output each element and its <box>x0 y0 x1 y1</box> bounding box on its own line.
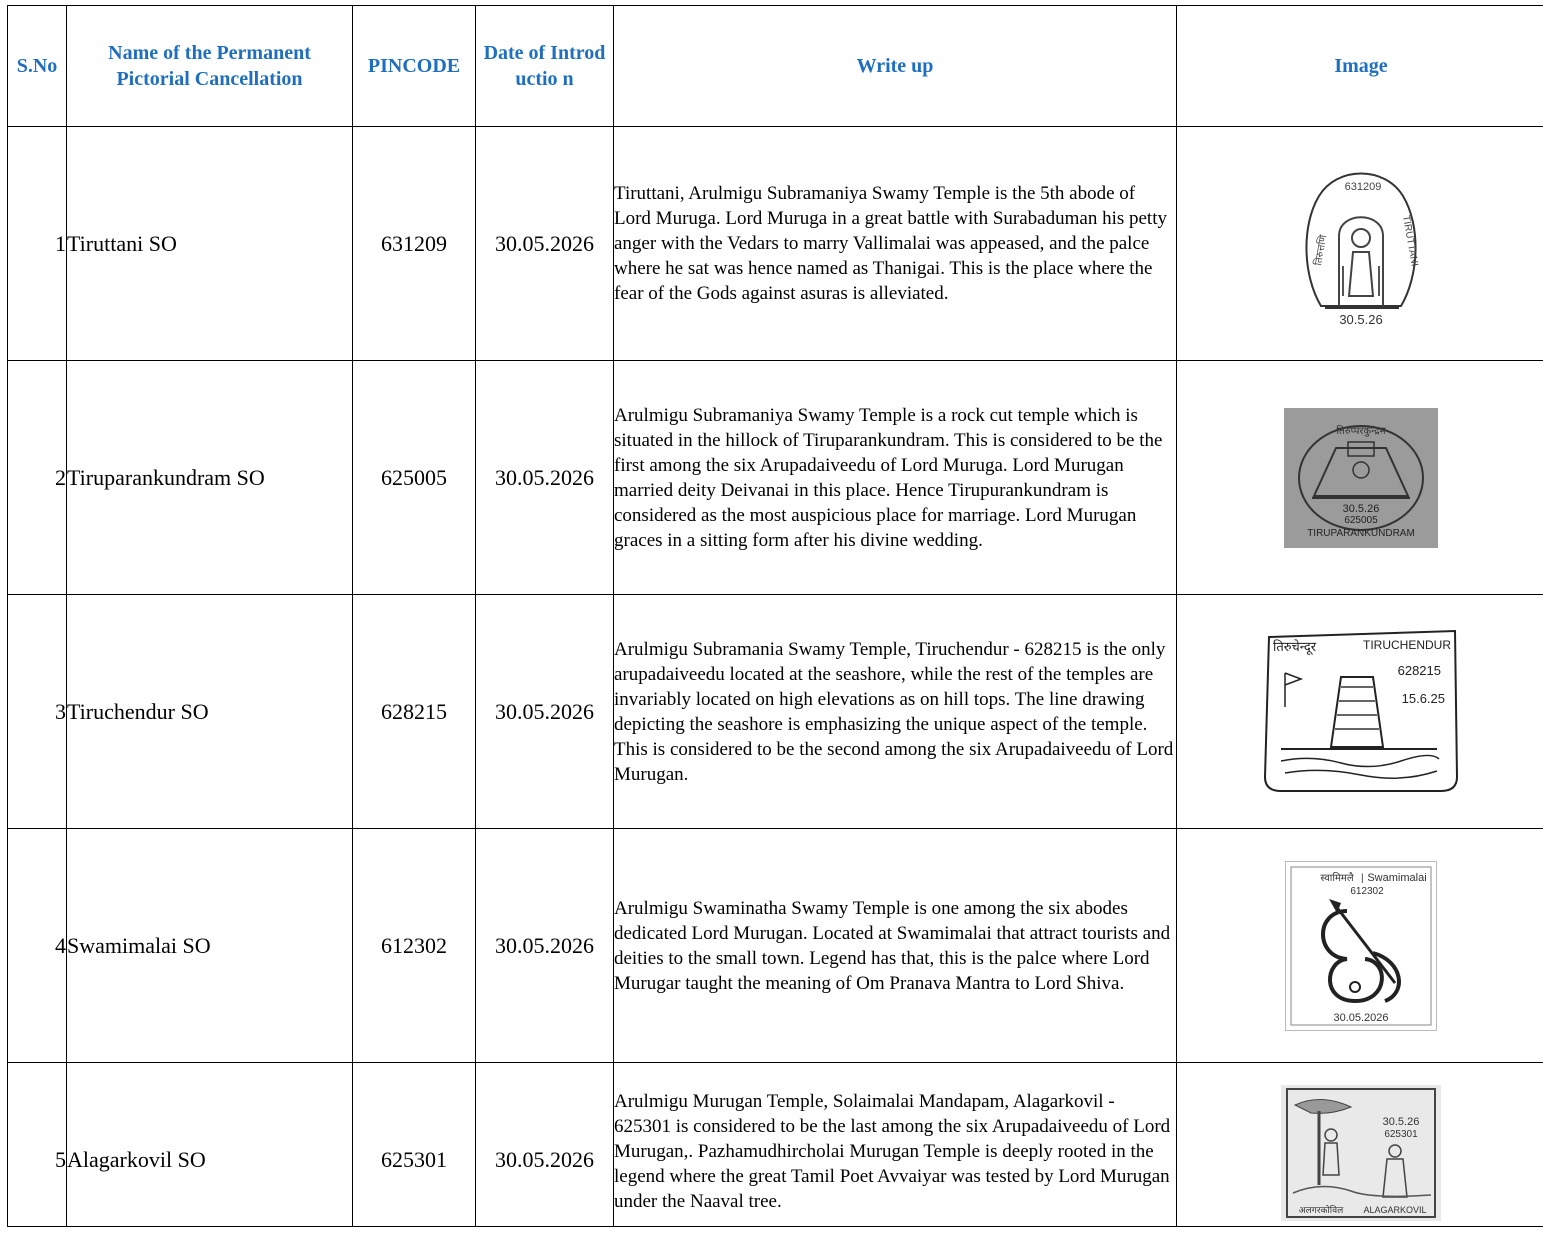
stamp-hindi: तिरुप्परंकुन्द्रम <box>1336 425 1386 437</box>
stamp-date: 30.5.26 <box>1339 311 1383 327</box>
stamp-date: 15.6.25 <box>1401 690 1445 706</box>
tiruchendur-cancellation-stamp <box>1261 627 1461 797</box>
stamp-pin: 612302 <box>1350 885 1384 897</box>
row-date: 30.05.2026 <box>476 361 614 595</box>
header-row <box>8 6 1543 127</box>
row-image-cell <box>1177 361 1543 595</box>
stamp-hindi: तिरुचेन्दूर <box>1273 638 1317 654</box>
header-writeup: Write up <box>614 6 1177 127</box>
row-image-cell <box>1177 595 1543 829</box>
stamp-place: TIRUTTANI <box>1400 214 1420 267</box>
stamp-place: ALAGARKOVIL <box>1363 1205 1427 1215</box>
row-name: Tiruchendur SO <box>67 595 353 829</box>
header-pincode: PINCODE <box>353 6 476 127</box>
stamp-date: 30.05.2026 <box>1333 1011 1389 1024</box>
row-name: Tiruttani SO <box>67 127 353 361</box>
table-row <box>8 595 1543 829</box>
row-writeup: Arulmigu Subramania Swamy Temple, Tiruchendur - 628215 is the only arupadaiveedu located at the seashore, while the rest of the temples are invariably located on high elevations as on hill tops. The line drawing depicting the seashore is emphasizing the unique aspect of the temple. This is considered to be the second among the six Arupadaiveedu of Lord Murugan. <box>614 595 1177 829</box>
row-writeup: Arulmigu Swaminatha Swamy Temple is one among the six abodes dedicated Lord Murugan. Located at Swamimalai that attract tourists and deities to the small town. Legend has that, this is the palce where Lord Murugar taught the meaning of Om Pranava Mantra to Lord Shiva. <box>614 829 1177 1063</box>
table-row <box>8 1063 1543 1227</box>
row-image-cell <box>1177 127 1543 361</box>
stamp-pin: 625005 <box>1344 514 1378 526</box>
alagarkovil-cancellation-stamp <box>1281 1085 1441 1221</box>
row-pincode: 625005 <box>353 361 476 595</box>
row-pincode: 625301 <box>353 1063 476 1227</box>
stamp-separator: | <box>1361 872 1364 884</box>
header-sno: S.No <box>8 6 67 127</box>
stamp-hindi: तिरुत्तणि <box>1313 233 1330 267</box>
stamp-hindi: अलगरकोविल <box>1298 1205 1344 1215</box>
stamp-hindi: स्वामिमलै <box>1320 872 1354 884</box>
row-date: 30.05.2026 <box>476 1063 614 1227</box>
tiruparankundram-cancellation-stamp <box>1284 408 1438 548</box>
row-writeup: Tiruttani, Arulmigu Subramaniya Swamy Temple is the 5th abode of Lord Muruga. Lord Muruga in a great battle with Surabaduman his petty anger with the Vedars to marry Vallimalai was appeased, and the palce where he sat was hence named as Thanigai. This is the place where the fear of the Gods against asuras is alleviated. <box>614 127 1177 361</box>
row-image-cell <box>1177 829 1543 1063</box>
row-name: Alagarkovil SO <box>67 1063 353 1227</box>
swamimalai-cancellation-stamp <box>1285 861 1437 1031</box>
tiruttani-cancellation-stamp <box>1299 156 1423 332</box>
row-date: 30.05.2026 <box>476 127 614 361</box>
stamp-place: TIRUPARANKUNDRAM <box>1307 527 1415 539</box>
row-sno: 3 <box>8 595 67 829</box>
row-writeup: Arulmigu Murugan Temple, Solaimalai Mandapam, Alagarkovil - 625301 is considered to be the last among the six Arupadaiveedu of Lord Murugan,. Pazhamudhircholai Murugan Temple is deeply rooted in the legend where the great Tamil Poet Avvaiyar was tested by Lord Murugan under the Naaval tree. <box>614 1063 1177 1227</box>
stamp-date: 30.5.26 <box>1382 1116 1420 1128</box>
header-date: Date of Introductio n <box>476 6 614 127</box>
table-row <box>8 127 1543 361</box>
row-sno: 4 <box>8 829 67 1063</box>
stamp-place: TIRUCHENDUR <box>1363 637 1451 652</box>
stamp-place: Swamimalai <box>1367 871 1427 884</box>
table-row <box>8 829 1543 1063</box>
row-name: Swamimalai SO <box>67 829 353 1063</box>
row-sno: 1 <box>8 127 67 361</box>
row-date: 30.05.2026 <box>476 595 614 829</box>
stamp-pin: 628215 <box>1397 662 1441 678</box>
row-pincode: 628215 <box>353 595 476 829</box>
row-pincode: 631209 <box>353 127 476 361</box>
header-image: Image <box>1177 6 1543 127</box>
row-writeup: Arulmigu Subramaniya Swamy Temple is a rock cut temple which is situated in the hillock of Tiruparankundram. This is considered to be the first among the six Arupadaiveedu of Lord Muruga. Lord Murugan married deity Deivanai in this place. Hence Tirupurankundram is considered as the most auspicious place for marriage. Lord Murugan graces in a sitting form after his divine wedding. <box>614 361 1177 595</box>
table-row <box>8 361 1543 595</box>
row-name: Tiruparankundram SO <box>67 361 353 595</box>
row-image-cell <box>1177 1063 1543 1227</box>
row-date: 30.05.2026 <box>476 829 614 1063</box>
stamp-pin: 631209 <box>1344 180 1382 193</box>
stamp-date: 30.5.26 <box>1342 502 1380 515</box>
row-sno: 5 <box>8 1063 67 1227</box>
stamp-pin: 625301 <box>1384 1129 1418 1140</box>
header-name: Name of the Permanent Pictorial Cancellation <box>67 6 353 127</box>
row-pincode: 612302 <box>353 829 476 1063</box>
cancellations-table <box>7 5 1543 1227</box>
row-sno: 2 <box>8 361 67 595</box>
